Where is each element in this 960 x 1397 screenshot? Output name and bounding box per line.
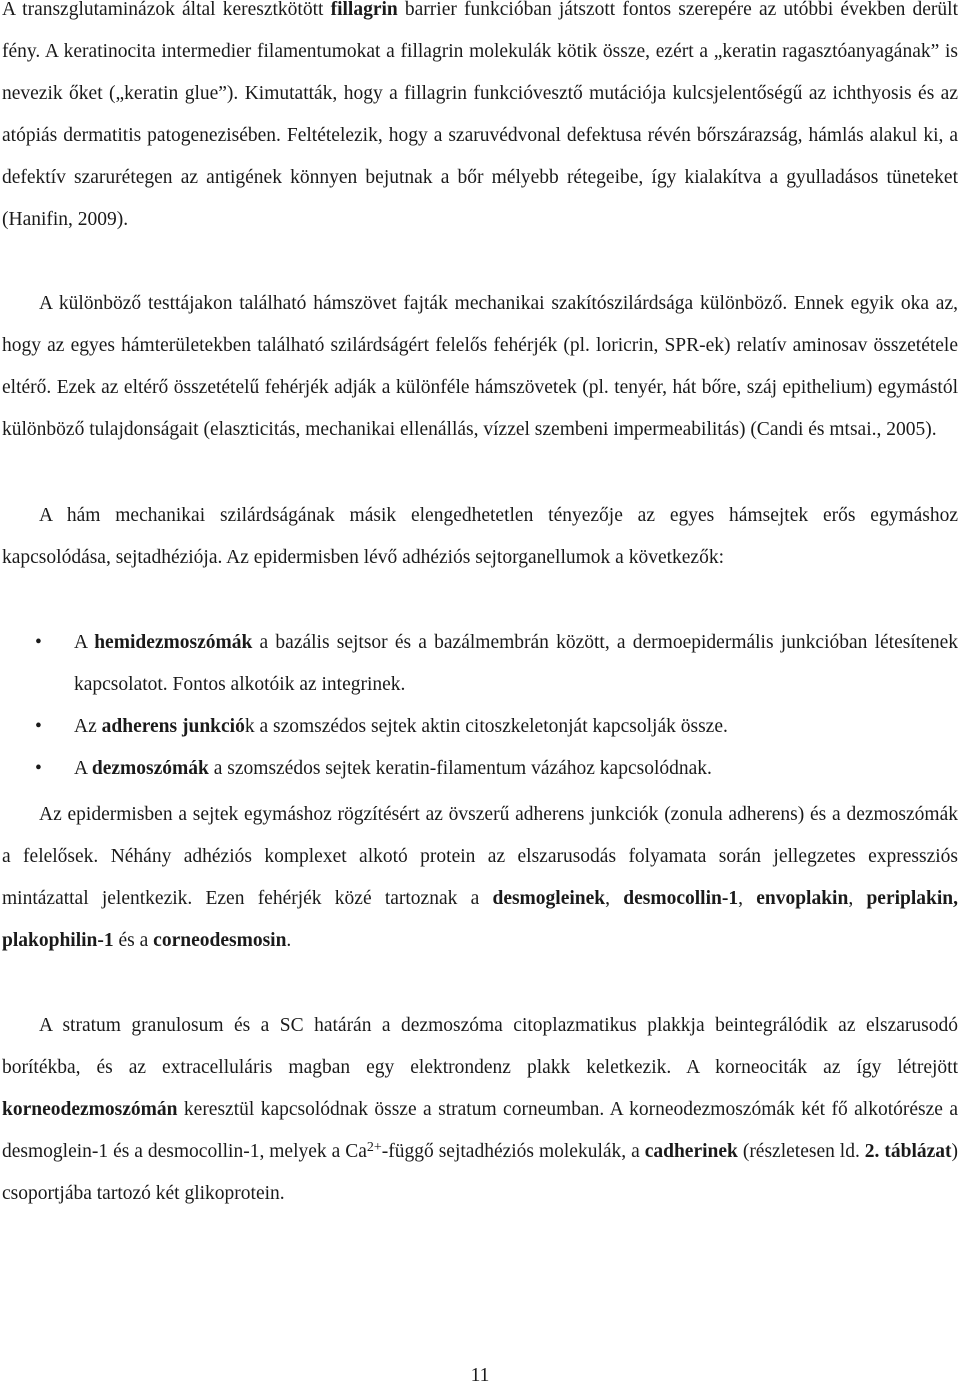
- bold-term: dezmoszómák: [91, 758, 209, 779]
- paragraph-epidermis-adhesion: [2, 794, 958, 962]
- bold-term: envoplakin: [756, 888, 849, 909]
- bold-term-fillagrin: fillagrin: [330, 0, 398, 20]
- bold-term: corneodesmosin: [153, 930, 287, 951]
- paragraph-adhesion-intro: [2, 495, 958, 579]
- paragraph-hamszovet: [2, 283, 958, 451]
- list-item: [2, 622, 958, 706]
- text-run: Az epidermisben a sejtek egymáshoz rögzítésért az övszerű adherens junkciók (zonula adherens) és a dezmoszómák a felelősek. Néhány adhéziós komplexet alkotó protein az elszarusodás folyamata során jellegzetes expressziós mintázattal jelentkezik. Ezen fehérjék közé tartoznak a: [2, 804, 958, 909]
- bold-term: cadherinek: [644, 1141, 738, 1162]
- text-run: (részletesen ld.: [737, 1141, 865, 1162]
- bold-term: periplakin, plakophilin-1: [2, 888, 959, 951]
- text-run: A transzglutaminázok által keresztkötött: [2, 0, 331, 20]
- text-run: a szomszédos sejtek keratin-filamentum vázához kapcsolódnak.: [208, 758, 712, 779]
- text-run: ,: [738, 888, 757, 909]
- bold-term: desmocollin-1: [623, 888, 739, 909]
- text-run: ,: [605, 888, 624, 909]
- page-number: 11: [470, 1365, 490, 1386]
- list-item: [2, 706, 958, 748]
- text-run: ,: [848, 888, 867, 909]
- bold-term: adherens junkció: [101, 716, 245, 737]
- paragraph-text: A különböző testtájakon található hámszövet fajták mechanikai szakítószilárdsága különböző. Ennek egyik oka az, hogy az egyes hámterületekben található szilárdságért felelős fehérjék (pl. loricrin, SPR-ek) relatív aminosav összetétele eltérő. Ezek az eltérő összetételű fehérjék adják a különféle hámszövetek (pl. tenyér, hát bőre, száj epithelium) egymástól különböző tulajdonságait (elaszticitás, mechanikai ellenállás, vízzel szembeni impermeabilitás) (Candi és mtsai., 2005).: [2, 293, 958, 440]
- paragraph-stratum-granulosum: [2, 1005, 958, 1215]
- list-item: [2, 748, 958, 790]
- paragraph-text: A hám mechanikai szilárdságának másik elengedhetetlen tényezője az egyes hámsejtek erős egymáshoz kapcsolódása, sejtadhéziója. Az epidermisben lévő adhéziós sejtorganellumok a következők:: [2, 505, 958, 568]
- text-run: -függő sejtadhéziós molekulák, a: [381, 1141, 645, 1162]
- superscript: 2+: [366, 1140, 382, 1155]
- bold-term: korneodezmoszómán: [2, 1099, 178, 1120]
- text-run: ) csoportjába tartozó két glikoprotein.: [2, 1141, 959, 1204]
- bullet-list: [2, 622, 958, 790]
- text-run: Az: [74, 716, 102, 737]
- text-run: k a szomszédos sejtek aktin citoszkeletonját kapcsolják össze.: [244, 716, 728, 737]
- text-run: A: [74, 758, 92, 779]
- bold-term: 2. táblázat: [864, 1141, 952, 1162]
- text-run: a bazális sejtsor és a bazálmembrán között, a dermoepidermális junkcióban létesítenek kapcsolatot. Fontos alkotóik az integrinek.: [74, 632, 958, 695]
- bullet-icon: •: [35, 632, 42, 653]
- bold-term: desmogleinek: [492, 888, 606, 909]
- bullet-icon: •: [35, 716, 42, 737]
- bold-term: hemidezmoszómák: [94, 632, 253, 653]
- paragraph-fillagrin: [2, 0, 958, 241]
- text-run: keresztül kapcsolódnak össze a stratum corneumban. A korneodezmoszómák két fő alkotórésze a desmoglein-1 és a desmocollin-1, melyek a Ca: [2, 1099, 958, 1162]
- text-run: A: [74, 632, 95, 653]
- text-run: barrier funkcióban játszott fontos szerepére az utóbbi években derült fény. A keratinocita intermedier filamentumokat a fillagrin molekulák kötik össze, ezért a „keratin ragasztóanyagának” is nevezik őket („keratin glue”). Kimutatták, hogy a fillagrin funkcióvesztő mutációja kulcsjelentőségű az ichthyosis és az atópiás dermatitis patogenezisében. Feltételezik, hogy a szaruvédvonal defektusa révén bőrszárazság, hámlás alakul ki, a defektív szarurétegen az antigének könnyen bejutnak a bőr mélyebb rétegeibe, így kialakítva a gyulladásos tüneteket (Hanifin, 2009).: [2, 0, 959, 230]
- text-run: .: [286, 930, 292, 951]
- text-run: és a: [113, 930, 154, 951]
- bullet-icon: •: [35, 758, 42, 779]
- text-run: A stratum granulosum és a SC határán a dezmoszóma citoplazmatikus plakkja beintegrálódik az elszarusodó borítékba, és az extracelluláris magban egy elektrondenz plakk keletkezik. A korneociták az így létrejött: [2, 1015, 958, 1078]
